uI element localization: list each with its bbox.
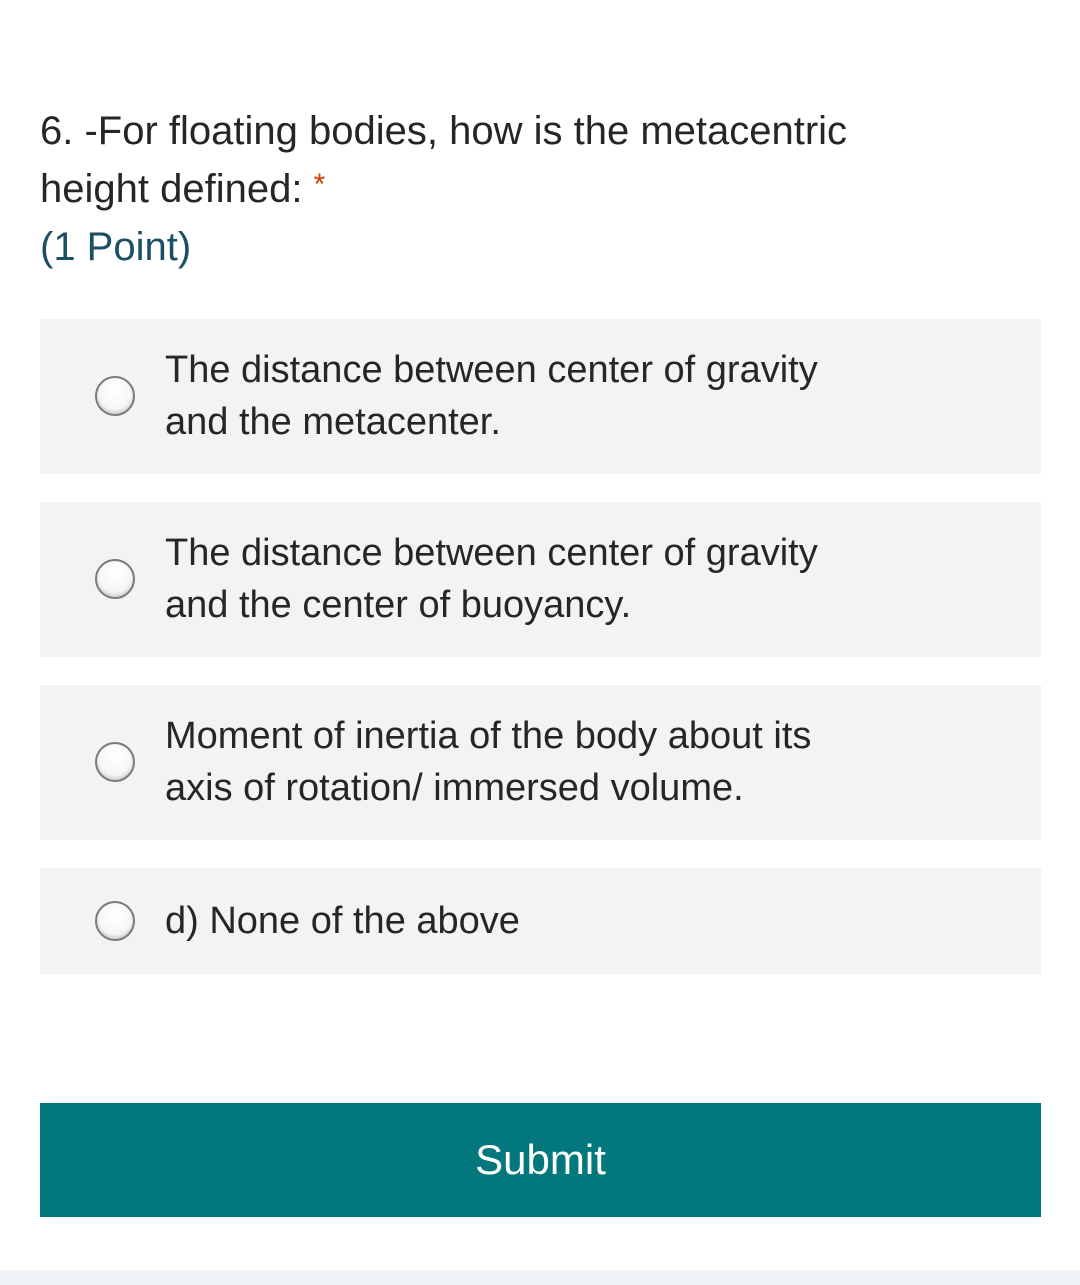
answer-option-line1: Moment of inertia of the body about its [165,715,812,757]
question-text-line2: height defined: [40,167,303,211]
radio-button-icon[interactable] [95,901,135,941]
answer-option-line1: The distance between center of gravity [165,349,818,391]
answer-option-label [165,710,985,814]
bottom-divider [0,1270,1080,1285]
answer-options [40,319,1041,1002]
question-header [40,102,1040,276]
submit-button[interactable]: Submit [40,1103,1041,1217]
answer-option-3[interactable] [40,685,1041,840]
question-points: (1 Point) [40,225,192,269]
required-marker: * [313,168,326,201]
radio-button-icon[interactable] [95,742,135,782]
answer-option-label [165,895,985,947]
answer-option-line1: The distance between center of gravity [165,532,818,574]
answer-option-line2: and the metacenter. [165,401,501,443]
answer-option-1[interactable] [40,319,1041,474]
question-title [40,102,1040,218]
radio-button-icon[interactable] [95,559,135,599]
answer-option-label [165,344,985,448]
answer-option-2[interactable] [40,502,1041,657]
question-text-line1: 6. -For floating bodies, how is the metacentric [40,109,848,153]
answer-option-label [165,527,985,631]
answer-option-line2: and the center of buoyancy. [165,584,632,626]
radio-button-icon[interactable] [95,376,135,416]
answer-option-line1: d) None of the above [165,900,520,942]
answer-option-line2: axis of rotation/ immersed volume. [165,767,744,809]
answer-option-4[interactable] [40,868,1041,974]
